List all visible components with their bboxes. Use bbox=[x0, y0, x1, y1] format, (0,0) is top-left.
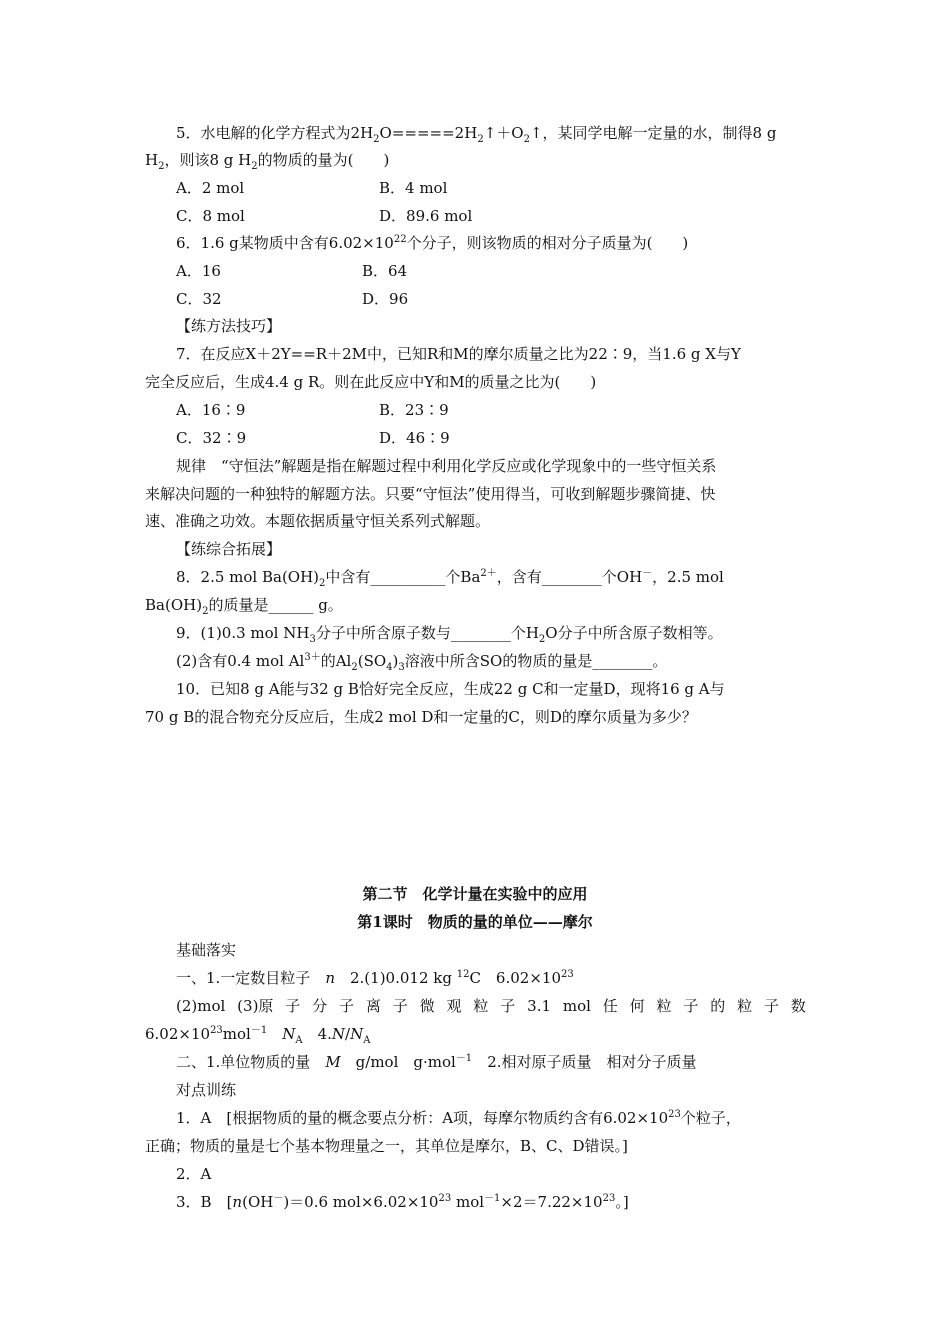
text: 2.(1)0.012 kg bbox=[334, 969, 457, 987]
text bbox=[267, 1025, 282, 1043]
basic-line1 bbox=[176, 967, 574, 989]
q8-line2 bbox=[145, 594, 343, 616]
text: H bbox=[145, 151, 159, 169]
sub: 3 bbox=[309, 634, 316, 645]
sup: －1 bbox=[455, 1053, 473, 1064]
q8-line1 bbox=[176, 566, 724, 588]
answers-title: 第二节 化学计量在实验中的应用 bbox=[362, 885, 588, 903]
word: mol bbox=[562, 997, 591, 1015]
word: (2)mol bbox=[176, 997, 226, 1015]
basic-label: 基础落实 bbox=[176, 941, 237, 959]
word: 任 bbox=[602, 997, 618, 1015]
text: 个分子，则该物质的相对分子质量为( ) bbox=[406, 234, 689, 252]
word: 子 bbox=[683, 997, 699, 1015]
sup: － bbox=[273, 1193, 284, 1204]
text: 的物质的量为( ) bbox=[257, 151, 390, 169]
rule-line2: 来解决问题的一种独特的解题方法。只要“守恒法”使用得当，可收到解题步骤简捷、快 bbox=[145, 485, 716, 503]
sub: 2 bbox=[373, 134, 380, 145]
text: O分子中所含原子数相等。 bbox=[545, 624, 723, 642]
q10-line2: 70 g B的混合物充分反应后，生成2 mol D和一定量的C，则D的摩尔质量为多少？ bbox=[145, 708, 697, 726]
text: ↑，某同学电解一定量的水，制得8 g bbox=[529, 124, 777, 142]
q6-option-d: D．96 bbox=[362, 290, 409, 308]
sup: －1 bbox=[484, 1193, 501, 1204]
q6-option-b: B．64 bbox=[362, 262, 408, 280]
basic-line3 bbox=[145, 1023, 370, 1045]
sub: A bbox=[295, 1035, 303, 1046]
text: Ba(OH) bbox=[145, 596, 203, 614]
text: 3．B [ bbox=[176, 1193, 233, 1211]
text: )＝0.6 mol×6.02×10 bbox=[283, 1193, 439, 1211]
basic-line4 bbox=[176, 1051, 697, 1073]
text: 6．1.6 g某物质中含有6.02×10 bbox=[176, 234, 394, 252]
symbol: N bbox=[350, 1025, 364, 1043]
answers-subtitle: 第1课时 物质的量的单位——摩尔 bbox=[357, 913, 593, 931]
basic-line2 bbox=[176, 995, 806, 1017]
q9-line1 bbox=[176, 622, 723, 644]
sup: 2＋ bbox=[480, 568, 497, 579]
symbol: n bbox=[325, 969, 335, 987]
text: 4. bbox=[302, 1025, 332, 1043]
word: 数 bbox=[790, 997, 806, 1015]
word: 子 bbox=[500, 997, 516, 1015]
text: ，则该8 g H bbox=[164, 151, 252, 169]
sup: 12 bbox=[456, 969, 470, 980]
q7-option-c: C．32∶9 bbox=[176, 429, 247, 447]
word: 分 bbox=[312, 997, 328, 1015]
sup: 23 bbox=[438, 1193, 452, 1204]
sup: 23 bbox=[668, 1109, 681, 1120]
q7-line2: 完全反应后，生成4.4 g R。则在此反应中Y和M的质量之比为( ) bbox=[145, 373, 597, 391]
sub: 2 bbox=[538, 634, 546, 645]
sup: 23 bbox=[210, 1025, 223, 1036]
word: 观 bbox=[446, 997, 462, 1015]
symbol: M bbox=[325, 1053, 341, 1071]
q6-stem bbox=[176, 232, 688, 254]
symbol: n bbox=[232, 1193, 243, 1211]
text: 溶液中所含SO的物质的量是________。 bbox=[404, 652, 668, 670]
text: ，2.5 mol bbox=[652, 568, 724, 586]
sub: 2 bbox=[523, 134, 530, 145]
text: 中含有__________个Ba bbox=[325, 568, 481, 586]
answer2: 2．A bbox=[176, 1165, 212, 1183]
sub: 2 bbox=[351, 662, 358, 673]
text: 8．2.5 mol Ba(OH) bbox=[176, 568, 320, 586]
q6-option-a: A．16 bbox=[176, 262, 221, 280]
text: (2)含有0.4 mol Al bbox=[176, 652, 305, 670]
sub: A bbox=[363, 1035, 371, 1046]
word: 子 bbox=[339, 997, 355, 1015]
practice-label: 对点训练 bbox=[176, 1081, 237, 1099]
q5-option-d: D．89.6 mol bbox=[379, 207, 473, 225]
q5-option-b: B．4 mol bbox=[379, 179, 448, 197]
word: (3)原 bbox=[237, 997, 274, 1015]
word: 微 bbox=[419, 997, 435, 1015]
q5-line1 bbox=[176, 122, 776, 144]
text: 6.02×10 bbox=[145, 1025, 211, 1043]
text: 二、1.单位物质的量 bbox=[176, 1053, 326, 1071]
word: 离 bbox=[365, 997, 381, 1015]
text: / bbox=[345, 1025, 351, 1043]
word: 何 bbox=[629, 997, 645, 1015]
q7-option-a: A．16∶9 bbox=[176, 401, 246, 419]
text: ) bbox=[392, 652, 399, 670]
text: 分子中所含原子数与________个H bbox=[315, 624, 539, 642]
word: 粒 bbox=[737, 997, 753, 1015]
word: 3.1 bbox=[527, 997, 552, 1015]
text: 个粒子， bbox=[680, 1109, 741, 1127]
text: 2.相对原子质量 相对分子质量 bbox=[472, 1053, 697, 1071]
q10-line1: 10．已知8 g A能与32 g B恰好完全反应，生成22 g C和一定量D，现将16 g A与 bbox=[176, 680, 725, 698]
sup: － bbox=[642, 568, 653, 579]
sub: 3 bbox=[398, 662, 405, 673]
text: ×2＝7.22×10 bbox=[500, 1193, 603, 1211]
text: mol bbox=[451, 1193, 485, 1211]
sub: 2 bbox=[319, 578, 326, 589]
sub: 2 bbox=[251, 161, 258, 172]
sup: 23 bbox=[560, 969, 574, 980]
text: 一、1.一定数目粒子 bbox=[176, 969, 326, 987]
sub: 2 bbox=[202, 606, 209, 617]
text: (SO bbox=[357, 652, 387, 670]
q5-option-a: A．2 mol bbox=[176, 179, 245, 197]
word: 子 bbox=[392, 997, 408, 1015]
text: ↑＋O bbox=[483, 124, 524, 142]
sup: －1 bbox=[250, 1025, 268, 1036]
text: 。] bbox=[615, 1193, 629, 1211]
q7-option-d: D．46∶9 bbox=[379, 429, 450, 447]
answer1-line1 bbox=[176, 1107, 741, 1129]
sub: 4 bbox=[386, 662, 393, 673]
q5-line2 bbox=[145, 149, 389, 171]
q7-option-b: B．23∶9 bbox=[379, 401, 449, 419]
text: g/mol g·mol bbox=[340, 1053, 456, 1071]
sup: 23 bbox=[602, 1193, 616, 1204]
sup: 22 bbox=[393, 234, 407, 245]
text: 的Al bbox=[320, 652, 352, 670]
symbol: N bbox=[331, 1025, 346, 1043]
word: 子 bbox=[285, 997, 301, 1015]
answer1-line2: 正确；物质的量是七个基本物理量之一，其单位是摩尔，B、C、D错误。] bbox=[145, 1137, 628, 1155]
word: 子 bbox=[764, 997, 780, 1015]
word: 粒 bbox=[473, 997, 489, 1015]
q6-option-c: C．32 bbox=[176, 290, 222, 308]
q7-line1: 7．在反应X＋2Y==R＋2M中，已知R和M的摩尔质量之比为22∶9，当1.6 g X与Y bbox=[176, 345, 741, 363]
text: ，含有________个OH bbox=[496, 568, 643, 586]
text: 9．(1)0.3 mol NH bbox=[176, 624, 310, 642]
text: mol bbox=[222, 1025, 251, 1043]
answer3 bbox=[176, 1191, 629, 1213]
section-method-heading: 【练方法技巧】 bbox=[176, 317, 282, 335]
text: 1．A [根据物质的量的概念要点分析：A项，每摩尔物质约含有6.02×10 bbox=[176, 1109, 669, 1127]
word: 粒 bbox=[656, 997, 672, 1015]
rule-line1: 规律 “守恒法”解题是指在解题过程中利用化学反应或化学现象中的一些守恒关系 bbox=[176, 457, 717, 475]
sup: 3＋ bbox=[304, 652, 321, 663]
symbol: N bbox=[282, 1025, 296, 1043]
word: 的 bbox=[710, 997, 726, 1015]
sub: 2 bbox=[158, 161, 165, 172]
section-comprehensive-heading: 【练综合拓展】 bbox=[176, 540, 282, 558]
rule-line3: 速、准确之功效。本题依据质量守恒关系列式解题。 bbox=[145, 512, 491, 530]
text: (OH bbox=[242, 1193, 274, 1211]
text: 5．水电解的化学方程式为2H bbox=[176, 124, 374, 142]
text: C 6.02×10 bbox=[469, 969, 561, 987]
q5-option-c: C．8 mol bbox=[176, 207, 245, 225]
q9-line2 bbox=[176, 650, 667, 672]
text: O=====2H bbox=[379, 124, 478, 142]
text: 的质量是______ g。 bbox=[208, 596, 343, 614]
sub: 2 bbox=[477, 134, 484, 145]
